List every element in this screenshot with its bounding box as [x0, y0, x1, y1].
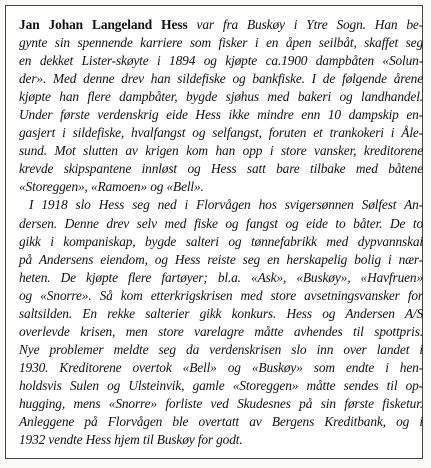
text-line: dersen. Denne drev selv med fiske og fangst og eide to båter. De to	[19, 215, 423, 231]
text-line: holdsvis Sulen og Ulsteinvik, gamle «Storeggen» måtte sendes til op-	[19, 377, 423, 393]
text-line: gasjert i sildefiske, hvalfangst og selfangst, foruten et trankokeri i Åle-	[19, 125, 423, 141]
text-line: en dekket Lister-skøyte i 1894 og kjøpte ca.1900 dampbåten «Solun-	[19, 53, 423, 69]
text-line: 1932 vendte Hess hjem til Buskøy for godt.	[19, 432, 243, 448]
text-line: gynte sin spennende karriere som fisker i en åpen seilbåt, skaffet seg	[19, 35, 423, 51]
text-line: kjøpte han flere dampbåter, bygde sjøhus med bakeri og landhandel.	[19, 89, 423, 105]
article-frame	[5, 5, 423, 459]
text-line: på Andersens eiendom, og Hess reiste seg en herskapelig bolig i nær-	[19, 251, 423, 267]
text-line: der». Med denne drev han sildefiske og bankfiske. I de følgende årene	[19, 71, 423, 87]
text-line: sund. Mot slutten av krigen kom han opp i store vansker, kreditorene	[19, 143, 423, 159]
text-line: Jan Johan Langeland Hess var fra Buskøy i Ytre Sogn. Han be-	[19, 17, 424, 32]
text-line: I 1918 slo Hess seg ned i Florvågen hos svigersønnen Sølfest An-	[29, 197, 423, 213]
text-line: Under første verdenskrig eide Hess ikke mindre enn 10 dampskip en-	[19, 107, 423, 123]
text-line: hugging, mens «Snorre» forliste ved Skudesnes på sin første fisketur.	[19, 395, 423, 411]
text-line: Anleggene på Florvågen ble overtatt av Bergens Kreditbank, og i	[19, 414, 423, 430]
text-line: overlevde krisen, men store varelagre måtte avhendes til spottpris.	[19, 323, 423, 339]
text-line: Nye problemer meldte seg da verdenskrisen slo inn over landet i	[19, 341, 423, 357]
text-line: «Storeggen», «Ramoen» og «Bell».	[19, 179, 204, 195]
text-line: gikk i kompaniskap, bygde salteri og tønnefabrikk med dypvannskai	[19, 233, 423, 249]
text-line: heten. De kjøpte flere fartøyer; bl.a. «Ask», «Buskøy», «Havfruen»	[19, 269, 423, 285]
text-line: krevde skipspantene innløst og Hess satt bare tilbake med båtene	[19, 161, 423, 177]
article-text	[19, 16, 423, 449]
text-line: 1930. Kreditorene overtok «Bell» og «Buskøy» som endte i hen-	[19, 359, 423, 375]
person-name: Jan Johan Langeland Hess	[19, 17, 188, 32]
text-line: og «Snorre». Så kom etterkrigskrisen med store avsetningsvansker for	[19, 287, 423, 303]
text-line: saltsilden. En rekke salterier gikk konkurs. Hess og Andersen A/S	[19, 305, 423, 321]
